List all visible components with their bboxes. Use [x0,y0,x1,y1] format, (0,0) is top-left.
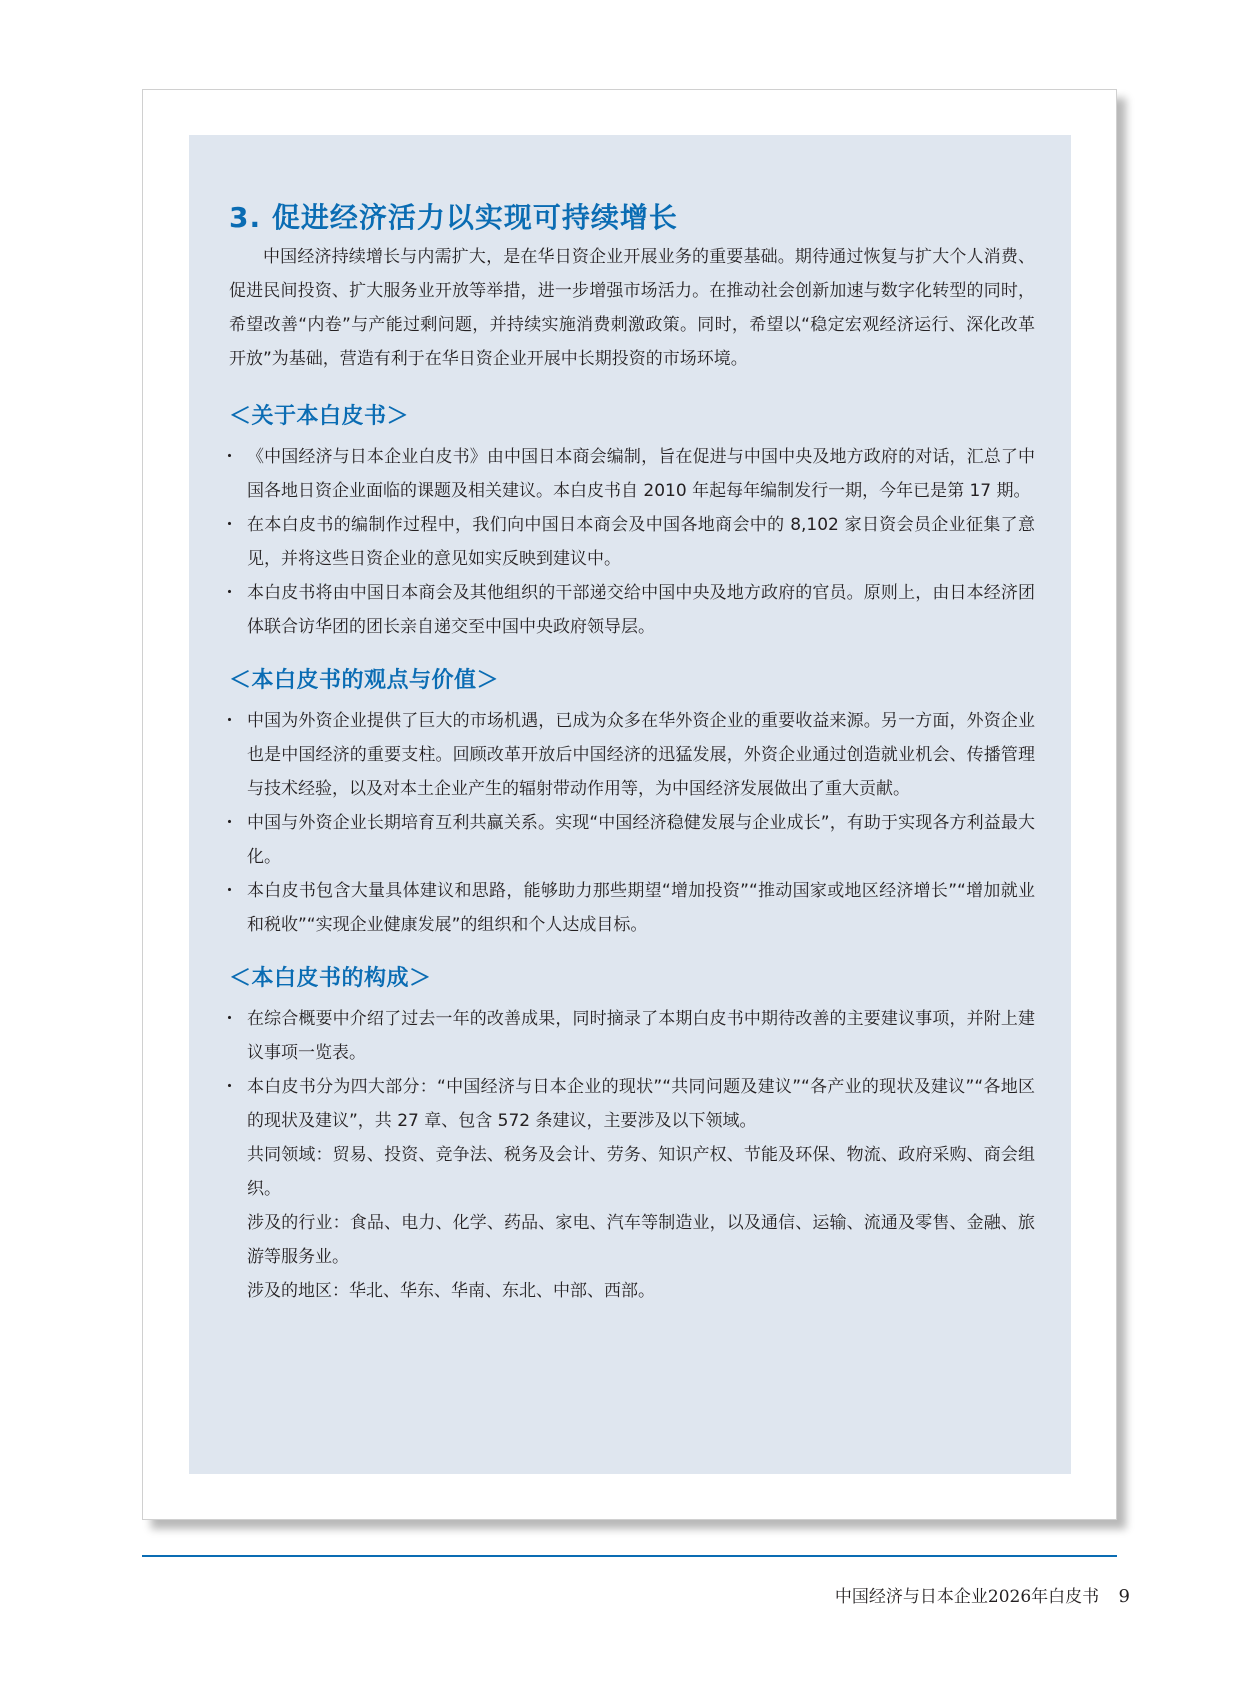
value-list [229,704,1035,942]
list-item-text: 本白皮书分为四大部分：“中国经济与日本企业的现状”“共同问题及建议”“各产业的现状及建议”“各地区的现状及建议”，共 27 章、包含 572 条建议，主要涉及以下领域。 [247,1077,1035,1131]
structure-list [229,1002,1035,1308]
list-item: ・ 中国为外资企业提供了巨大的市场机遇，已成为众多在华外资企业的重要收益来源。另一方面，外资企业也是中国经济的重要支柱。回顾改革开放后中国经济的迅猛发展，外资企业通过创造就业机会、传播管理与技术经验，以及对本土企业产生的辐射带动作用等，为中国经济发展做出了重大贡献。 [229,704,1035,806]
section-title: 3. 促进经济活力以实现可持续增长 [229,201,678,234]
sub-item-industries: 涉及的行业：食品、电力、化学、药品、家电、汽车等制造业，以及通信、运输、流通及零售、金融、旅游等服务业。 [247,1213,1035,1267]
list-item: ・ 本白皮书包含大量具体建议和思路，能够助力那些期望“增加投资”“推动国家或地区经济增长”“增加就业和税收”“实现企业健康发展”的组织和个人达成目标。 [229,874,1035,942]
section-paragraph: 中国经济持续增长与内需扩大，是在华日资企业开展业务的重要基础。期待通过恢复与扩大个人消费、促进民间投资、扩大服务业开放等举措，进一步增强市场活力。在推动社会创新加速与数字化转型的同时，希望改善“内卷”与产能过剩问题，并持续实施消费刺激政策。同时，希望以“稳定宏观经济运行、深化改革开放”为基础，营造有利于在华日资企业开展中长期投资的市场环境。 [229,247,1035,369]
list-item: ・ 《中国经济与日本企业白皮书》由中国日本商会编制，旨在促进与中国中央及地方政府的对话，汇总了中国各地日资企业面临的课题及相关建议。本白皮书自 2010 年起每年编制发行一期，今年已是第 17 期。 [229,440,1035,508]
value-heading: ＜本白皮书的观点与价值＞ [229,668,500,693]
list-item: ・ 本白皮书将由中国日本商会及其他组织的干部递交给中国中央及地方政府的官员。原则上，由日本经济团体联合访华团的团长亲自递交至中国中央政府领导层。 [229,576,1035,644]
structure-heading: ＜本白皮书的构成＞ [229,966,432,991]
page-number: 9 [1118,1586,1130,1607]
list-item [229,1070,1035,1308]
list-item: ・ 中国与外资企业长期培育互利共赢关系。实现“中国经济稳健发展与企业成长”，有助于实现各方利益最大化。 [229,806,1035,874]
about-heading: ＜关于本白皮书＞ [229,404,410,429]
footer-title: 中国经济与日本企业2026年白皮书 [834,1587,1100,1607]
about-list [229,440,1035,644]
page-footer [835,1582,1130,1607]
footer-rule [142,1555,1117,1557]
sub-item-common: 共同领域：贸易、投资、竞争法、税务及会计、劳务、知识产权、节能及环保、物流、政府采购、商会组织。 [247,1145,1035,1199]
content [229,196,1035,1308]
list-item: ・ 在本白皮书的编制作过程中，我们向中国日本商会及中国各地商会中的 8,102 家日资会员企业征集了意见，并将这些日资企业的意见如实反映到建议中。 [229,508,1035,576]
sub-item-regions: 涉及的地区：华北、华东、华南、东北、中部、西部。 [247,1281,655,1301]
list-item: ・ 在综合概要中介绍了过去一年的改善成果，同时摘录了本期白皮书中期待改善的主要建议事项，并附上建议事项一览表。 [229,1002,1035,1070]
